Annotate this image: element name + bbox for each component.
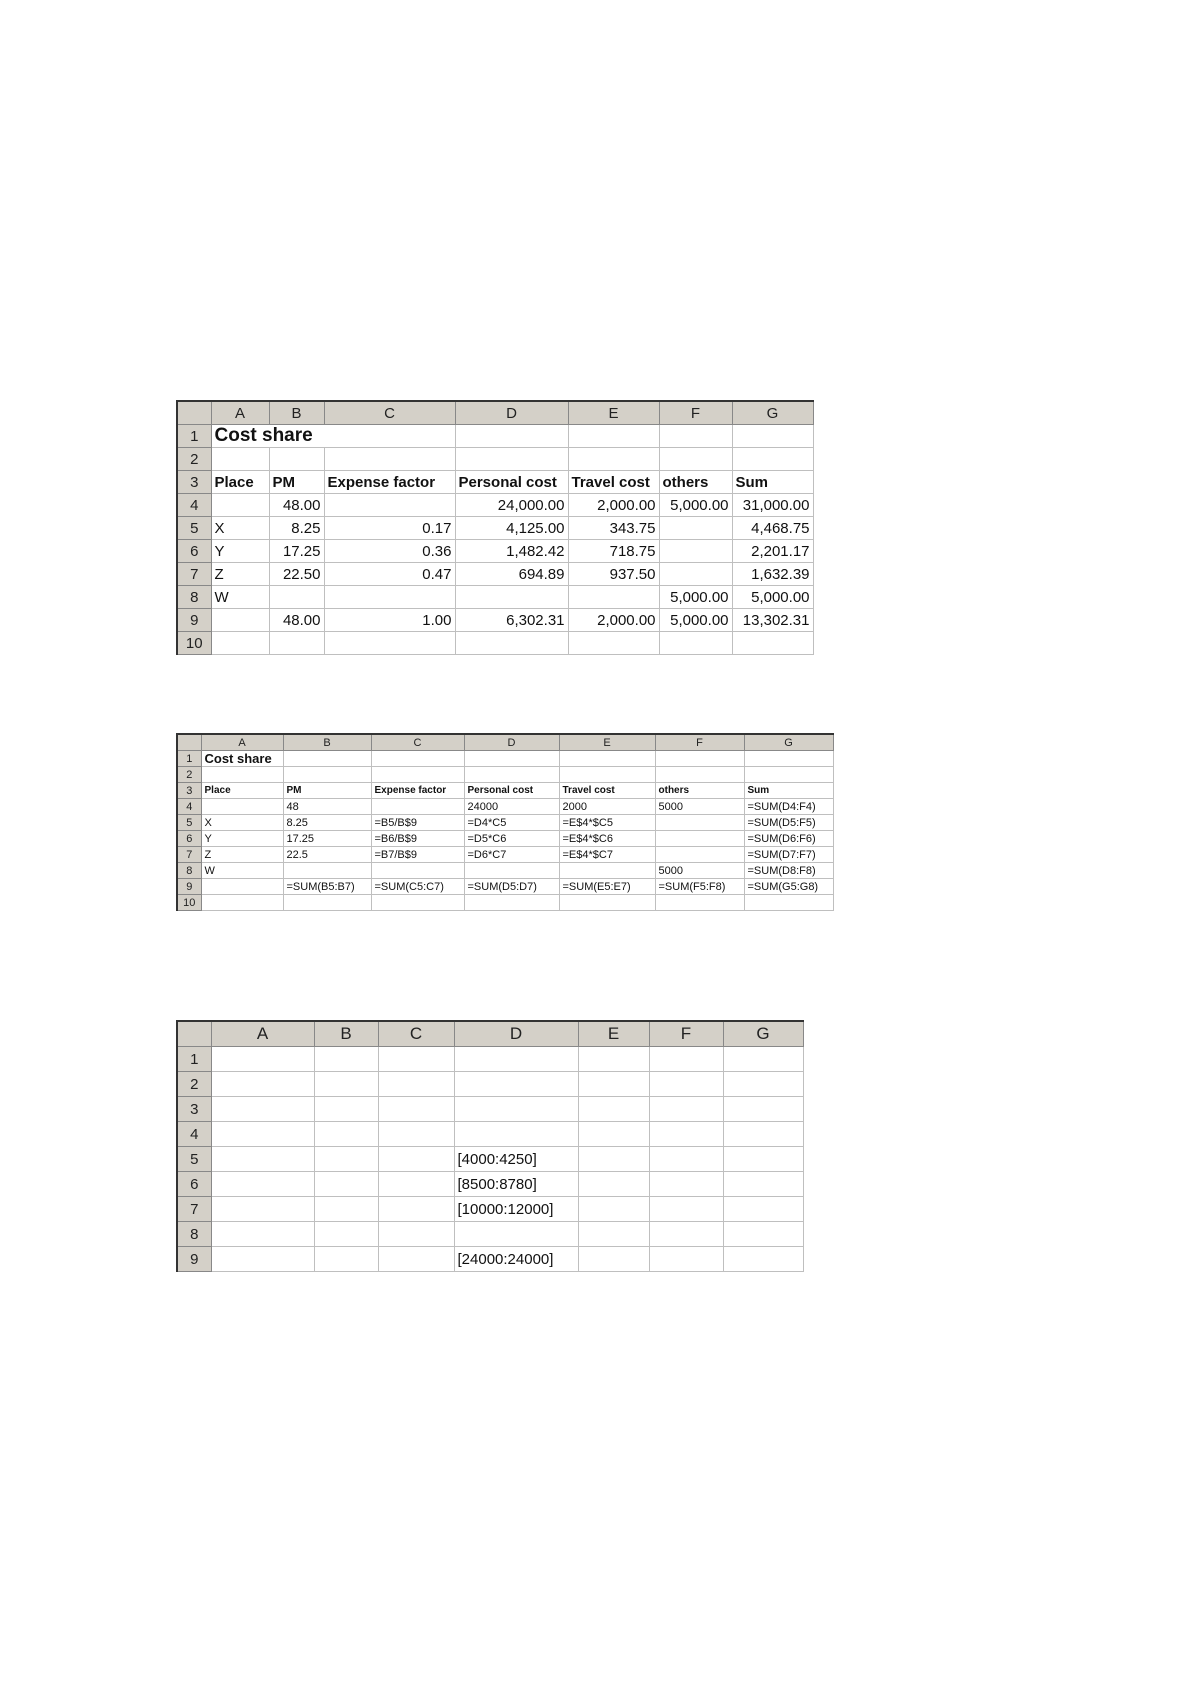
- sheet-row: [177, 799, 833, 815]
- cell[interactable]: 6,302.31: [455, 609, 568, 632]
- cell[interactable]: 22.5: [283, 847, 371, 863]
- sheet-row: [177, 1122, 803, 1147]
- sheet-row: [177, 540, 813, 563]
- column-header-f[interactable]: F: [655, 734, 744, 751]
- cell[interactable]: [378, 1047, 454, 1072]
- cell[interactable]: [649, 1122, 723, 1147]
- cell[interactable]: 17.25: [269, 540, 324, 563]
- cell[interactable]: [283, 751, 371, 767]
- sheet-row: [177, 586, 813, 609]
- row-header-8[interactable]: 8: [177, 863, 201, 879]
- column-header-b[interactable]: B: [269, 401, 324, 425]
- cell[interactable]: [464, 767, 559, 783]
- cell[interactable]: 1,482.42: [455, 540, 568, 563]
- cell[interactable]: [314, 1247, 378, 1272]
- cell[interactable]: [659, 540, 732, 563]
- cell[interactable]: 5000: [655, 863, 744, 879]
- cell[interactable]: =SUM(E5:E7): [559, 879, 655, 895]
- cell[interactable]: =E$4*$C5: [559, 815, 655, 831]
- cell[interactable]: 22.50: [269, 563, 324, 586]
- cell[interactable]: [371, 863, 464, 879]
- cell[interactable]: [723, 1072, 803, 1097]
- row-header-3[interactable]: 3: [177, 783, 201, 799]
- cell[interactable]: [378, 1197, 454, 1222]
- cell[interactable]: [211, 1147, 314, 1172]
- sheet-row: [177, 517, 813, 540]
- cell[interactable]: [655, 815, 744, 831]
- cell[interactable]: [578, 1147, 649, 1172]
- cell[interactable]: [732, 425, 813, 448]
- cell[interactable]: [578, 1247, 649, 1272]
- row-header-1[interactable]: 1: [177, 1047, 211, 1072]
- cell[interactable]: [649, 1147, 723, 1172]
- cell[interactable]: [744, 895, 833, 911]
- sheet-row: [177, 1047, 803, 1072]
- cell[interactable]: 48.00: [269, 494, 324, 517]
- cell[interactable]: =D4*C5: [464, 815, 559, 831]
- cell[interactable]: 5000: [655, 799, 744, 815]
- column-label-cell[interactable]: Expense factor: [371, 783, 464, 799]
- cell[interactable]: [324, 494, 455, 517]
- cell[interactable]: [314, 1197, 378, 1222]
- cell[interactable]: [659, 563, 732, 586]
- cell[interactable]: Z: [211, 563, 269, 586]
- cell[interactable]: 5,000.00: [732, 586, 813, 609]
- cell[interactable]: 2,000.00: [568, 609, 659, 632]
- column-label-cell[interactable]: others: [655, 783, 744, 799]
- cell[interactable]: [314, 1147, 378, 1172]
- column-label-cell[interactable]: Sum: [744, 783, 833, 799]
- cell[interactable]: Y: [201, 831, 283, 847]
- cell[interactable]: [744, 767, 833, 783]
- column-header-d[interactable]: D: [464, 734, 559, 751]
- cell[interactable]: 0.36: [324, 540, 455, 563]
- interval-sheet: [176, 1020, 804, 1272]
- cell[interactable]: [211, 1097, 314, 1122]
- sheet-title-cell[interactable]: Cost share: [201, 751, 283, 767]
- cell[interactable]: [723, 1247, 803, 1272]
- cell[interactable]: =SUM(G5:G8): [744, 879, 833, 895]
- cell[interactable]: 13,302.31: [732, 609, 813, 632]
- row-header-8[interactable]: 8: [177, 586, 211, 609]
- cell[interactable]: =SUM(C5:C7): [371, 879, 464, 895]
- cell[interactable]: 5,000.00: [659, 586, 732, 609]
- cell[interactable]: [201, 895, 283, 911]
- column-label-cell[interactable]: PM: [269, 471, 324, 494]
- cell[interactable]: [371, 799, 464, 815]
- cell[interactable]: =SUM(D5:D7): [464, 879, 559, 895]
- sheet-row: [177, 1247, 803, 1272]
- cell[interactable]: [283, 767, 371, 783]
- cell[interactable]: 694.89: [455, 563, 568, 586]
- sheet-row: [177, 563, 813, 586]
- cell[interactable]: W: [201, 863, 283, 879]
- column-header-c[interactable]: C: [378, 1021, 454, 1047]
- column-label-cell[interactable]: Travel cost: [559, 783, 655, 799]
- cell[interactable]: 5,000.00: [659, 609, 732, 632]
- row-header-2[interactable]: 2: [177, 1072, 211, 1097]
- cell[interactable]: =SUM(F5:F8): [655, 879, 744, 895]
- cell[interactable]: [723, 1047, 803, 1072]
- cell[interactable]: [454, 1047, 578, 1072]
- cell[interactable]: [655, 767, 744, 783]
- cell[interactable]: Z: [201, 847, 283, 863]
- row-header-3[interactable]: 3: [177, 471, 211, 494]
- cell[interactable]: [732, 448, 813, 471]
- cell[interactable]: =SUM(B5:B7): [283, 879, 371, 895]
- row-header-6[interactable]: 6: [177, 1172, 211, 1197]
- select-all-corner[interactable]: [177, 734, 201, 751]
- sheet-row: [177, 425, 813, 448]
- cell[interactable]: [314, 1172, 378, 1197]
- cell[interactable]: [578, 1197, 649, 1222]
- cell[interactable]: [455, 425, 568, 448]
- column-header-d[interactable]: D: [455, 401, 568, 425]
- row-header-7[interactable]: 7: [177, 563, 211, 586]
- cell[interactable]: 24000: [464, 799, 559, 815]
- column-header-b[interactable]: B: [314, 1021, 378, 1047]
- cell[interactable]: [454, 1072, 578, 1097]
- cell[interactable]: [371, 751, 464, 767]
- sheet-row: [177, 815, 833, 831]
- row-header-2[interactable]: 2: [177, 767, 201, 783]
- cell[interactable]: [649, 1097, 723, 1122]
- row-header-10[interactable]: 10: [177, 895, 201, 911]
- select-all-corner[interactable]: [177, 1021, 211, 1047]
- sheet-row: [177, 1222, 803, 1247]
- cell[interactable]: [378, 1072, 454, 1097]
- cell[interactable]: [378, 1247, 454, 1272]
- column-header-b[interactable]: B: [283, 734, 371, 751]
- cell[interactable]: [655, 895, 744, 911]
- row-header-5[interactable]: 5: [177, 1147, 211, 1172]
- sheet-row: [177, 1097, 803, 1122]
- sheet-row: [177, 831, 833, 847]
- cell[interactable]: =D5*C6: [464, 831, 559, 847]
- column-label-cell[interactable]: Sum: [732, 471, 813, 494]
- sheet-row: [177, 494, 813, 517]
- cell[interactable]: [211, 494, 269, 517]
- cell[interactable]: 343.75: [568, 517, 659, 540]
- cell[interactable]: [4000:4250]: [454, 1147, 578, 1172]
- cell[interactable]: =D6*C7: [464, 847, 559, 863]
- cell[interactable]: [455, 632, 568, 655]
- cell[interactable]: [211, 1222, 314, 1247]
- cell[interactable]: [723, 1172, 803, 1197]
- column-header-e[interactable]: E: [578, 1021, 649, 1047]
- sheet-row: [177, 783, 833, 799]
- column-header-d[interactable]: D: [454, 1021, 578, 1047]
- column-label-cell[interactable]: others: [659, 471, 732, 494]
- cell[interactable]: [464, 895, 559, 911]
- cell[interactable]: [578, 1072, 649, 1097]
- cell[interactable]: [283, 895, 371, 911]
- sheet-row: [177, 847, 833, 863]
- column-header-f[interactable]: F: [649, 1021, 723, 1047]
- row-header-7[interactable]: 7: [177, 847, 201, 863]
- row-header-4[interactable]: 4: [177, 494, 211, 517]
- cell[interactable]: 1,632.39: [732, 563, 813, 586]
- cell[interactable]: [649, 1047, 723, 1072]
- cell[interactable]: [655, 751, 744, 767]
- cell[interactable]: [649, 1072, 723, 1097]
- cell[interactable]: [568, 425, 659, 448]
- sheet-row: [177, 751, 833, 767]
- cell[interactable]: =E$4*$C7: [559, 847, 655, 863]
- cell[interactable]: 48: [283, 799, 371, 815]
- sheet-row: [177, 895, 833, 911]
- column-header-g[interactable]: G: [744, 734, 833, 751]
- row-header-3[interactable]: 3: [177, 1097, 211, 1122]
- column-label-cell[interactable]: Personal cost: [455, 471, 568, 494]
- cell[interactable]: [659, 448, 732, 471]
- cell[interactable]: 17.25: [283, 831, 371, 847]
- cell[interactable]: 8.25: [283, 815, 371, 831]
- cell[interactable]: [211, 1122, 314, 1147]
- cell[interactable]: [211, 1197, 314, 1222]
- row-header-5[interactable]: 5: [177, 815, 201, 831]
- row-header-6[interactable]: 6: [177, 831, 201, 847]
- row-header-6[interactable]: 6: [177, 540, 211, 563]
- cell[interactable]: 0.47: [324, 563, 455, 586]
- cell[interactable]: [378, 1147, 454, 1172]
- cell[interactable]: [201, 799, 283, 815]
- column-header-e[interactable]: E: [559, 734, 655, 751]
- cell[interactable]: 2,000.00: [568, 494, 659, 517]
- cell[interactable]: W: [211, 586, 269, 609]
- cell[interactable]: [324, 632, 455, 655]
- cell[interactable]: [8500:8780]: [454, 1172, 578, 1197]
- cell[interactable]: [744, 751, 833, 767]
- cell[interactable]: [649, 1172, 723, 1197]
- cell[interactable]: [269, 632, 324, 655]
- column-header-a[interactable]: A: [211, 401, 269, 425]
- cell[interactable]: 31,000.00: [732, 494, 813, 517]
- cell[interactable]: [378, 1122, 454, 1147]
- cost-share-formulas-sheet: [176, 733, 834, 911]
- sheet-row: [177, 1172, 803, 1197]
- cell[interactable]: [454, 1097, 578, 1122]
- cell[interactable]: 0.17: [324, 517, 455, 540]
- cell[interactable]: =SUM(D7:F7): [744, 847, 833, 863]
- cell[interactable]: 8.25: [269, 517, 324, 540]
- cell[interactable]: [269, 586, 324, 609]
- cell[interactable]: [464, 863, 559, 879]
- cell[interactable]: [659, 632, 732, 655]
- cell[interactable]: 4,125.00: [455, 517, 568, 540]
- sheet-row: [177, 632, 813, 655]
- sheet-title-cell[interactable]: Cost share: [211, 425, 455, 448]
- cell[interactable]: [649, 1197, 723, 1222]
- cell[interactable]: [732, 632, 813, 655]
- cell[interactable]: Y: [211, 540, 269, 563]
- cell[interactable]: [559, 751, 655, 767]
- cell[interactable]: [568, 448, 659, 471]
- cell[interactable]: =E$4*$C6: [559, 831, 655, 847]
- cell[interactable]: [211, 1172, 314, 1197]
- cell[interactable]: [723, 1147, 803, 1172]
- cell[interactable]: [314, 1122, 378, 1147]
- cell[interactable]: [659, 517, 732, 540]
- cell[interactable]: [578, 1047, 649, 1072]
- cell[interactable]: [211, 1047, 314, 1072]
- cell[interactable]: 718.75: [568, 540, 659, 563]
- cell[interactable]: [578, 1097, 649, 1122]
- cell[interactable]: X: [211, 517, 269, 540]
- row-header-8[interactable]: 8: [177, 1222, 211, 1247]
- cell[interactable]: [324, 448, 455, 471]
- cell[interactable]: [378, 1097, 454, 1122]
- cell[interactable]: [655, 831, 744, 847]
- cell[interactable]: [371, 895, 464, 911]
- cell[interactable]: [201, 879, 283, 895]
- cell[interactable]: 2,201.17: [732, 540, 813, 563]
- cell[interactable]: [314, 1047, 378, 1072]
- cell[interactable]: [559, 895, 655, 911]
- column-header-e[interactable]: E: [568, 401, 659, 425]
- cell[interactable]: =B7/B$9: [371, 847, 464, 863]
- column-header-a[interactable]: A: [201, 734, 283, 751]
- cell[interactable]: [655, 847, 744, 863]
- cell[interactable]: =B6/B$9: [371, 831, 464, 847]
- row-header-1[interactable]: 1: [177, 425, 211, 448]
- cell[interactable]: [211, 632, 269, 655]
- cell[interactable]: [455, 586, 568, 609]
- cell[interactable]: [211, 1247, 314, 1272]
- column-header-f[interactable]: F: [659, 401, 732, 425]
- row-header-2[interactable]: 2: [177, 448, 211, 471]
- row-header-10[interactable]: 10: [177, 632, 211, 655]
- cell[interactable]: 5,000.00: [659, 494, 732, 517]
- column-label-cell[interactable]: Personal cost: [464, 783, 559, 799]
- cell[interactable]: [723, 1122, 803, 1147]
- cell[interactable]: [578, 1122, 649, 1147]
- cell[interactable]: [723, 1197, 803, 1222]
- column-label-cell[interactable]: Travel cost: [568, 471, 659, 494]
- cell[interactable]: [211, 609, 269, 632]
- cell[interactable]: [649, 1222, 723, 1247]
- sheet-row: [177, 609, 813, 632]
- cell[interactable]: 4,468.75: [732, 517, 813, 540]
- cell[interactable]: [10000:12000]: [454, 1197, 578, 1222]
- cell[interactable]: [454, 1222, 578, 1247]
- cell[interactable]: [649, 1247, 723, 1272]
- cell[interactable]: =B5/B$9: [371, 815, 464, 831]
- column-header-a[interactable]: A: [211, 1021, 314, 1047]
- sheet-row: [177, 448, 813, 471]
- select-all-corner[interactable]: [177, 401, 211, 425]
- cell[interactable]: [559, 767, 655, 783]
- cell[interactable]: [211, 448, 269, 471]
- cell[interactable]: [559, 863, 655, 879]
- row-header-5[interactable]: 5: [177, 517, 211, 540]
- row-header-4[interactable]: 4: [177, 799, 201, 815]
- column-label-cell[interactable]: Place: [211, 471, 269, 494]
- cell[interactable]: [314, 1072, 378, 1097]
- cost-share-values-sheet: [176, 400, 814, 655]
- cell[interactable]: 1.00: [324, 609, 455, 632]
- sheet-row: [177, 767, 833, 783]
- sheet-row: [177, 1072, 803, 1097]
- sheet-row: [177, 1197, 803, 1222]
- cell[interactable]: [723, 1222, 803, 1247]
- cell[interactable]: 48.00: [269, 609, 324, 632]
- cell[interactable]: [464, 751, 559, 767]
- row-header-1[interactable]: 1: [177, 751, 201, 767]
- sheet-row: [177, 1147, 803, 1172]
- sheet-row: [177, 863, 833, 879]
- column-header-c[interactable]: C: [371, 734, 464, 751]
- column-header-c[interactable]: C: [324, 401, 455, 425]
- cell[interactable]: [211, 1072, 314, 1097]
- cell[interactable]: [324, 586, 455, 609]
- cell[interactable]: 2000: [559, 799, 655, 815]
- row-header-4[interactable]: 4: [177, 1122, 211, 1147]
- cell[interactable]: X: [201, 815, 283, 831]
- cell[interactable]: [455, 448, 568, 471]
- cell[interactable]: [269, 448, 324, 471]
- cell[interactable]: [24000:24000]: [454, 1247, 578, 1272]
- cell[interactable]: [578, 1172, 649, 1197]
- column-label-cell[interactable]: Place: [201, 783, 283, 799]
- cell[interactable]: [723, 1097, 803, 1122]
- sheet-row: [177, 471, 813, 494]
- row-header-9[interactable]: 9: [177, 1247, 211, 1272]
- cell[interactable]: [378, 1172, 454, 1197]
- column-label-cell[interactable]: PM: [283, 783, 371, 799]
- cell[interactable]: [378, 1222, 454, 1247]
- cell[interactable]: [568, 632, 659, 655]
- sheet-row: [177, 879, 833, 895]
- cell[interactable]: [371, 767, 464, 783]
- cell[interactable]: [578, 1222, 649, 1247]
- row-header-9[interactable]: 9: [177, 609, 211, 632]
- cell[interactable]: [314, 1097, 378, 1122]
- cell[interactable]: 24,000.00: [455, 494, 568, 517]
- cell[interactable]: [454, 1122, 578, 1147]
- cell[interactable]: [568, 586, 659, 609]
- cell[interactable]: [314, 1222, 378, 1247]
- cell[interactable]: 937.50: [568, 563, 659, 586]
- cell[interactable]: =SUM(D5:F5): [744, 815, 833, 831]
- cell[interactable]: =SUM(D4:F4): [744, 799, 833, 815]
- column-header-g[interactable]: G: [732, 401, 813, 425]
- row-header-9[interactable]: 9: [177, 879, 201, 895]
- cell[interactable]: [659, 425, 732, 448]
- cell[interactable]: =SUM(D6:F6): [744, 831, 833, 847]
- cell[interactable]: =SUM(D8:F8): [744, 863, 833, 879]
- cell[interactable]: [201, 767, 283, 783]
- column-label-cell[interactable]: Expense factor: [324, 471, 455, 494]
- column-header-g[interactable]: G: [723, 1021, 803, 1047]
- cell[interactable]: [283, 863, 371, 879]
- row-header-7[interactable]: 7: [177, 1197, 211, 1222]
